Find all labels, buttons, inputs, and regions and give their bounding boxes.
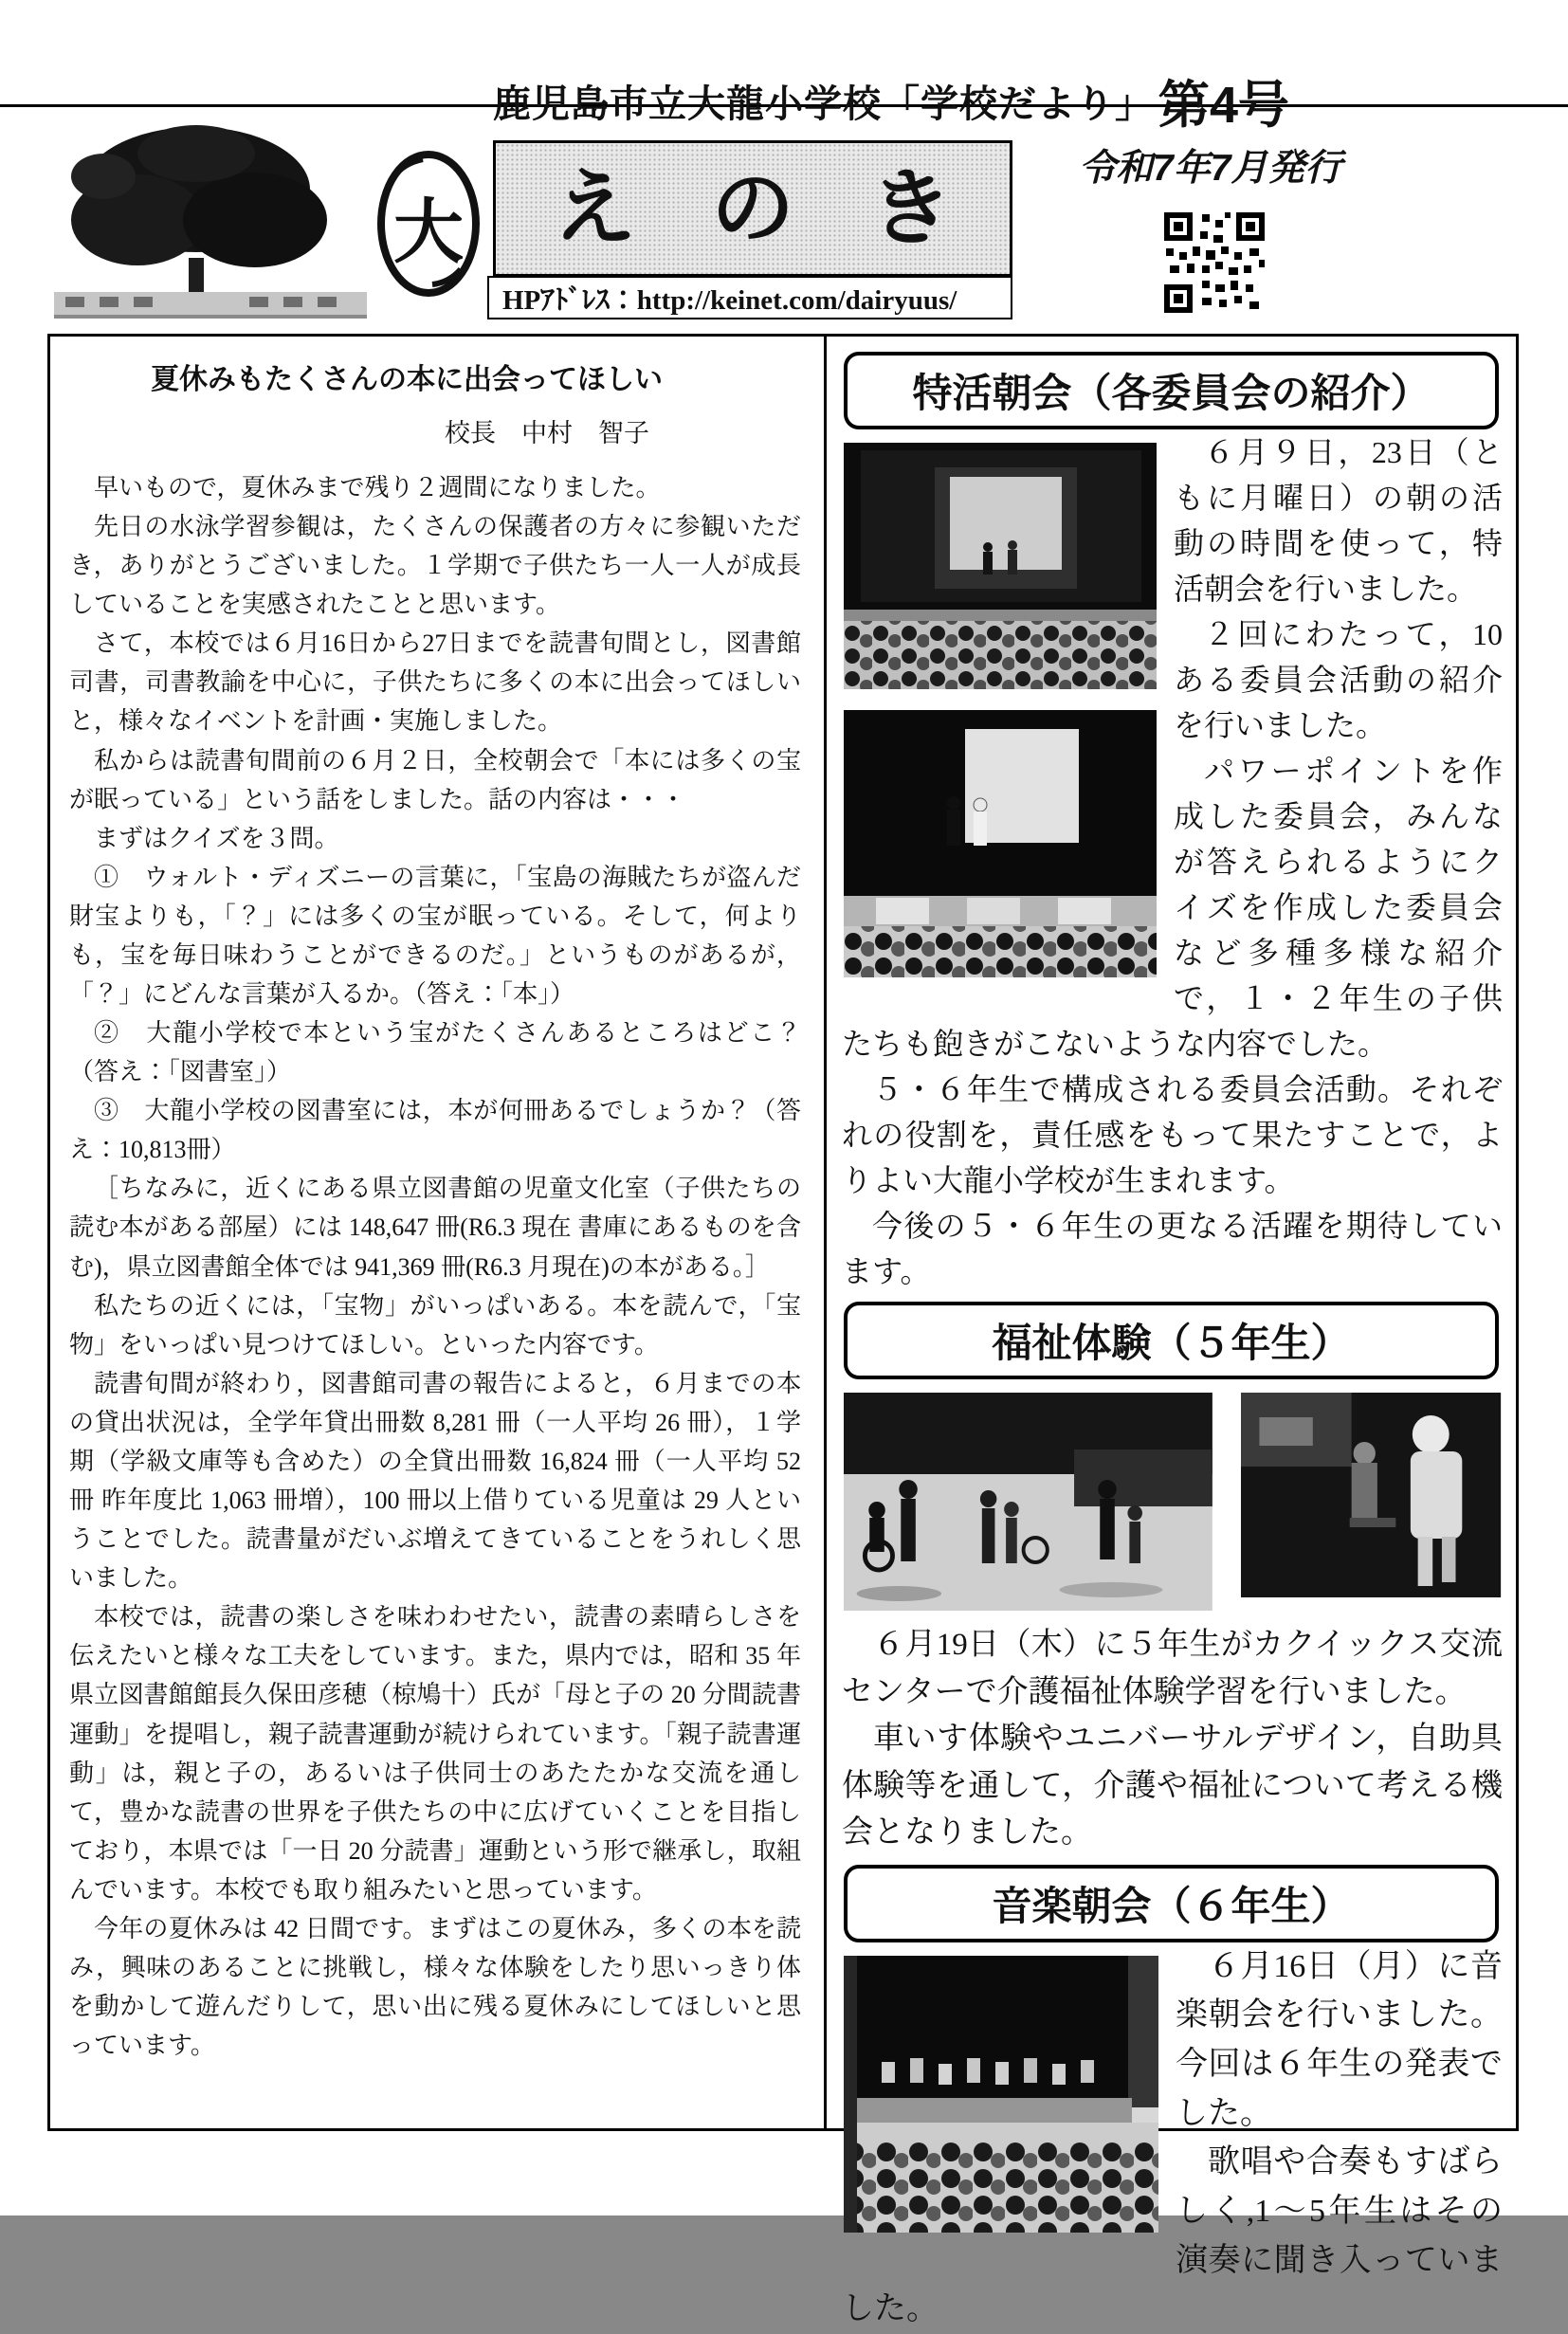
welfare-photos [844, 1393, 1501, 1611]
article-paragraph: 本校では，読書の楽しさを味わわせたい，読書の素晴らしさを伝えたいと様々な工夫をしています。また，県内では，昭和 35 年県立図書館館長久保田彦穂（椋鳩十）氏が「母と子の 20 分間読書運動」を提唱し，親子読書運動が続けられています。「親子読書運動」は，親と子の，あるいは子供同士のあたたかな交流を通して，豊かな読書の世界を子供たちの中に広げていくことを目指しており，本県では「一日 20 分読書」運動という形で継承し，取組んでいます。本校でも取り組みたいと思っています。 [69, 1603, 801, 1904]
article-paragraph: ③ 大龍小学校の図書室には，本が何冊あるでしょうか？（答え：10,813冊） [69, 1097, 801, 1164]
section-music-body [842, 1942, 1503, 2334]
school-seal-logo [375, 148, 482, 300]
section-paragraph: 車いす体験やユニバーサルデザイン，自助具体験等を通して，介護や福祉について考える機会となりました。 [842, 1722, 1503, 1850]
newsletter-title-box [493, 140, 1012, 277]
newsletter-title: えのき [553, 161, 953, 255]
section-paragraph: ５・６年生で構成される委員会活動。それぞれの役割を，責任感をもって果たすことで，よりよい大龍小学校が生まれます。 [842, 1072, 1503, 1197]
issue-number: 第4号 [1158, 77, 1290, 134]
article-author: 校長 中村 智子 [445, 419, 649, 447]
article-paragraph: ① ウォルト・ディズニーの言葉に，「宝島の海賊たちが盗んだ財宝よりも，「？」には多くの宝が眠っている。そして，何よりも，宝を毎日味わうことができるのだ。」というものがあるが，「？」にどんな言葉が入るか。（答え：「本」） [69, 863, 801, 1009]
qr-code [1160, 209, 1268, 317]
section-welfare-body [842, 1622, 1503, 1857]
section-paragraph: ６月９日，23日（ともに月曜日）の朝の活動の時間を使って，特活朝会を行いました。 [1174, 435, 1503, 606]
section-title: 特活朝会（各委員会の紹介） [912, 371, 1431, 415]
article-paragraph: ［ちなみに，近くにある県立図書館の児童文化室（子供たちの読む本がある部屋）には 148,647 冊(R6.3 現在 書庫にあるものを含む)，県立図書館全体では 941,369 冊(R6.3 月現在)の本がある。］ [69, 1175, 801, 1281]
principal-article-column [50, 337, 824, 2128]
article-paragraph: さて，本校では６月16日から27日までを読書旬間とし，図書館司書，司書教諭を中心に，子供たちに多くの本に出会ってほしいと，様々なイベントを計画・実施しました。 [69, 629, 801, 736]
section-title: 福祉体験（５年生） [992, 1321, 1351, 1365]
section-title: 音楽朝会（６年生） [992, 1883, 1351, 1928]
article-paragraph: まずはクイズを３問。 [94, 824, 339, 852]
article-body [69, 468, 801, 2065]
school-tree-photo [54, 114, 367, 328]
welfare-photo-1 [844, 1393, 1212, 1611]
section-header-assembly [844, 352, 1499, 429]
assembly-photo-1 [844, 443, 1157, 689]
hp-address-box [487, 276, 1012, 319]
section-paragraph: ２回にわたって，10ある委員会活動の紹介を行いました。 [1174, 617, 1503, 742]
school-name-label: 鹿児島市立大龍小学校「学校だより」 [493, 83, 1154, 125]
section-paragraph: ６月19日（木）に５年生がカクイックス交流センターで介護福祉体験学習を行いました。 [842, 1628, 1503, 1709]
issue-date: 令和7年7月発行 [1079, 148, 1342, 189]
hp-address: HPｱﾄﾞﾚｽ：http://keinet.com/dairyuus/ [502, 284, 957, 316]
content-frame [47, 334, 1519, 2327]
section-header-welfare [844, 1302, 1499, 1379]
article-paragraph: ② 大龍小学校で本という宝がたくさんあるところはどこ？（答え：「図書室」） [69, 1019, 801, 1086]
welfare-photo-2 [1241, 1393, 1501, 1597]
section-paragraph: パワーポイントを作成した委員会，みんなが答えられるようにクイズを作成した委員会など多種多様な紹介で，１・２年生の子供たちも飽きがこないような内容でした。 [842, 754, 1503, 1061]
news-sections-column [827, 337, 1516, 2327]
seal-character: 大 [393, 194, 464, 272]
article-title: 夏休みもたくさんの本に出会ってほしい [151, 364, 663, 395]
article-paragraph: 私たちの近くには，「宝物」がいっぱいある。本を読んで，「宝物」をいっぱい見つけてほしい。といった内容です。 [69, 1291, 801, 1358]
section-paragraph: 歌唱や合奏もすばらしく,1～5年生はその演奏に聞き入っていました。 [842, 2144, 1503, 2327]
article-paragraph: 私からは読書旬間前の６月２日，全校朝会で「本には多くの宝が眠っている」という話をしました。話の内容は・・・ [69, 746, 801, 813]
article-paragraph: 今年の夏休みは 42 日間です。まずはこの夏休み，多くの本を読み，興味のあることに挑戦し，様々な体験をしたり思いっきり体を動かして遊んだりして，思い出に残る夏休みにしてほしいと思っています。 [69, 1914, 801, 2060]
section-assembly-body [842, 429, 1503, 1294]
assembly-photo-2 [844, 710, 1157, 977]
music-assembly-photo [844, 1956, 1158, 2233]
section-header-music [844, 1865, 1499, 1942]
section-paragraph: 今後の５・６年生の更なる活躍を期待しています。 [842, 1209, 1503, 1288]
section-paragraph: ６月16日（月）に音楽朝会を行いました。今回は６年生の発表でした。 [1176, 1948, 1503, 2131]
article-paragraph: 先日の水泳学習参観は，たくさんの保護者の方々に参観いただき，ありがとうございました。１学期で子供たち一人一人が成長していることを実感されたことと思います。 [69, 513, 801, 619]
article-paragraph: 早いもので，夏休みまで残り２週間になりました。 [94, 474, 661, 501]
article-paragraph: 読書旬間が終わり，図書館司書の報告によると，６月までの本の貸出状況は，全学年貸出冊数 8,281 冊（一人平均 26 冊），１学期（学級文庫等も含めた）の全貸出冊数 16,824 冊（一人平均 52 冊 昨年度比 1,063 冊増），100 冊以上借りている児童は 29 人ということでした。読書量がだいぶ増えてきていることをうれしく思いました。 [69, 1369, 801, 1593]
